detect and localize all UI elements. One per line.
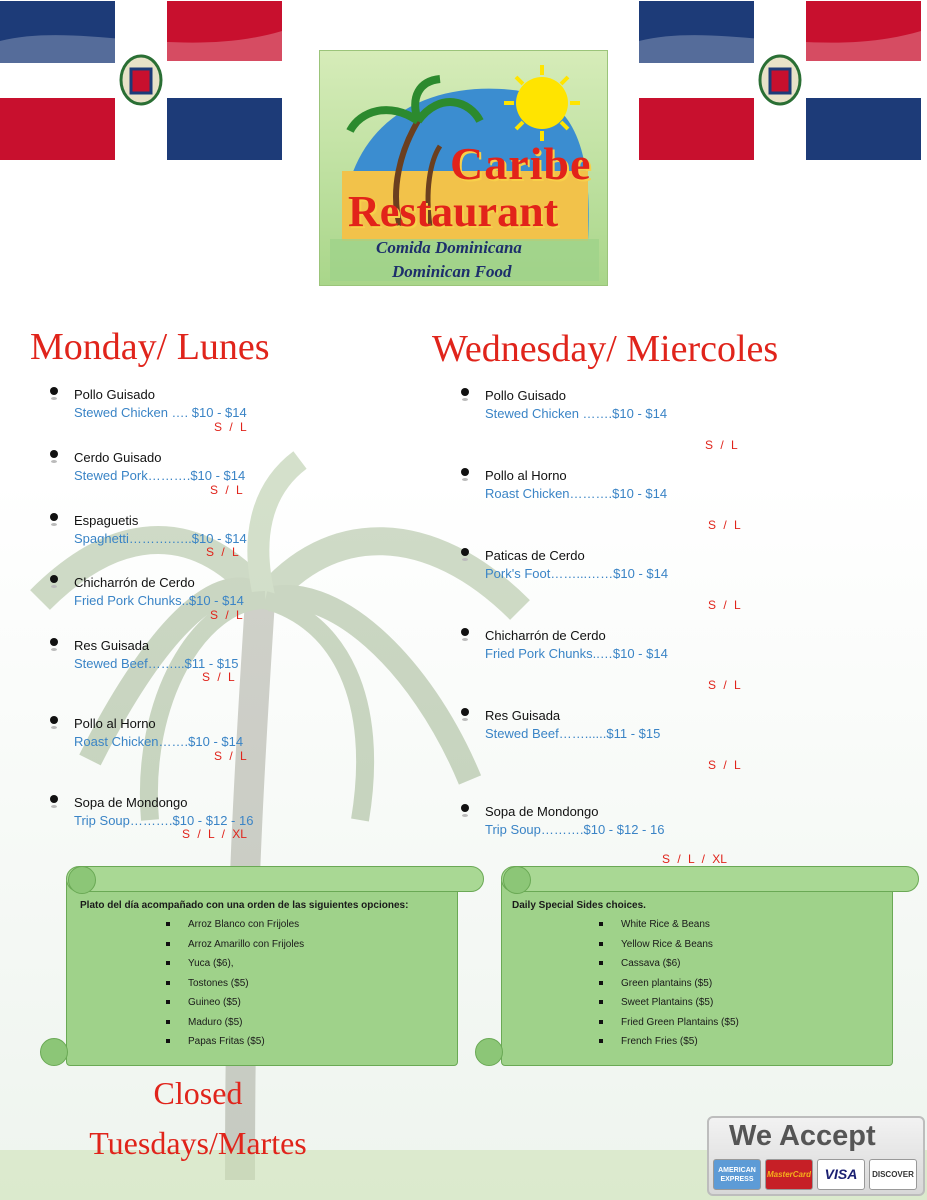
menu-item — [74, 715, 243, 751]
bullet-icon — [461, 548, 469, 556]
item-description: Spaghetti……….…..$10 - $14 — [74, 531, 247, 546]
list-item: Tostones ($5) — [188, 978, 304, 998]
logo-tagline-english: Dominican Food — [392, 262, 512, 281]
menu-item — [74, 794, 253, 830]
closed-line2: Tuesdays/Martes — [89, 1125, 307, 1161]
item-description: Stewed Beef……......$11 - $15 — [485, 726, 661, 741]
wednesday-heading: Wednesday/ Miercoles — [432, 328, 779, 370]
sides-scroll-english — [475, 866, 921, 1070]
item-name: Res Guisada — [485, 708, 561, 723]
item-name: Cerdo Guisado — [74, 450, 162, 465]
size-options: S / L — [206, 545, 239, 559]
logo-brand-line2: Restaurant — [348, 187, 559, 236]
list-item: Arroz Amarillo con Frijoles — [188, 939, 304, 959]
item-name: Sopa de Mondongo — [74, 795, 188, 810]
item-description: Roast Chicken……….$10 - $14 — [485, 486, 668, 501]
bullet-icon — [50, 638, 58, 646]
list-item: White Rice & Beans — [621, 919, 739, 939]
closed-notice — [48, 1068, 348, 1168]
menu-item — [485, 627, 668, 663]
bullet-icon — [461, 468, 469, 476]
list-item: Guineo ($5) — [188, 997, 304, 1017]
item-name: Pollo Guisado — [485, 388, 566, 403]
size-options: S / L — [708, 518, 741, 532]
menu-item — [74, 637, 239, 673]
size-options: S / L / XL — [662, 852, 727, 866]
size-options: S / L — [708, 598, 741, 612]
bullet-icon — [461, 388, 469, 396]
sides-scroll-spanish — [40, 866, 486, 1070]
size-options: S / L — [214, 749, 247, 763]
list-item: Cassava ($6) — [621, 958, 739, 978]
list-item: Yuca ($6), — [188, 958, 304, 978]
bullet-icon — [50, 716, 58, 724]
discover-card-icon: DISCOVER — [869, 1159, 917, 1190]
item-name: Espaguetis — [74, 513, 139, 528]
list-item: Papas Fritas ($5) — [188, 1036, 304, 1056]
menu-item — [485, 467, 667, 503]
list-item: French Fries ($5) — [621, 1036, 739, 1056]
payment-badge — [707, 1116, 925, 1196]
sides-title: Daily Special Sides choices. — [512, 900, 646, 911]
bullet-icon — [50, 450, 58, 458]
size-options: S / L — [210, 483, 243, 497]
bullet-icon — [50, 575, 58, 583]
size-options: S / L — [708, 678, 741, 692]
size-options: S / L — [210, 608, 243, 622]
size-options: S / L / XL — [182, 827, 247, 841]
item-description: Stewed Chicken …. $10 - $14 — [74, 405, 247, 420]
item-name: Chicharrón de Cerdo — [74, 575, 195, 590]
menu-item — [485, 387, 667, 423]
closed-line1: Closed — [153, 1075, 243, 1111]
menu-item — [485, 547, 668, 583]
size-options: S / L — [708, 758, 741, 772]
logo-tagline-spanish: Comida Dominicana — [376, 238, 522, 257]
list-item: Fried Green Plantains ($5) — [621, 1017, 739, 1037]
list-item: Sweet Plantains ($5) — [621, 997, 739, 1017]
size-options: S / L — [202, 670, 235, 684]
item-name: Res Guisada — [74, 638, 150, 653]
sides-list — [188, 919, 304, 1056]
bullet-icon — [461, 628, 469, 636]
bullet-icon — [50, 513, 58, 521]
item-name: Pollo al Horno — [485, 468, 567, 483]
item-description: Trip Soup……….$10 - $12 - 16 — [74, 813, 254, 828]
item-description: Stewed Chicken …….$10 - $14 — [485, 406, 668, 421]
menu-item — [74, 574, 244, 610]
menu-item — [485, 803, 664, 839]
item-name: Pollo Guisado — [74, 387, 155, 402]
item-description: Stewed Pork……….$10 - $14 — [74, 468, 246, 483]
item-description: Pork's Foot……...……$10 - $14 — [485, 566, 669, 581]
logo-brand-line1: Caribe — [450, 138, 592, 189]
bullet-icon — [50, 387, 58, 395]
sides-list — [621, 919, 739, 1056]
mastercard-icon: MasterCard — [765, 1159, 813, 1190]
menu-item — [74, 449, 245, 485]
item-name: Paticas de Cerdo — [485, 548, 585, 563]
sides-title: Plato del día acompañado con una orden de las siguientes opciones: — [80, 900, 409, 911]
dominican-flag-left — [0, 1, 282, 160]
size-options: S / L — [214, 420, 247, 434]
item-description: Trip Soup……….$10 - $12 - 16 — [485, 822, 665, 837]
bullet-icon — [461, 708, 469, 716]
bullet-icon — [50, 795, 58, 803]
monday-heading: Monday/ Lunes — [30, 326, 270, 368]
bullet-icon — [461, 804, 469, 812]
item-description: Roast Chicken…….$10 - $14 — [74, 734, 244, 749]
item-name: Pollo al Horno — [74, 716, 156, 731]
payment-heading: We Accept — [729, 1120, 876, 1152]
list-item: Green plantains ($5) — [621, 978, 739, 998]
restaurant-logo — [319, 50, 608, 286]
item-name: Chicharrón de Cerdo — [485, 628, 606, 643]
menu-item — [485, 707, 660, 743]
item-description: Fried Pork Chunks..…$10 - $14 — [485, 646, 668, 661]
visa-card-icon: VISA — [817, 1159, 865, 1190]
list-item: Maduro ($5) — [188, 1017, 304, 1037]
amex-card-icon: AMERICAN EXPRESS — [713, 1159, 761, 1190]
item-description: Stewed Beef……...$11 - $15 — [74, 656, 239, 671]
menu-item — [74, 512, 247, 548]
list-item: Arroz Blanco con Frijoles — [188, 919, 304, 939]
item-description: Fried Pork Chunks..$10 - $14 — [74, 593, 244, 608]
dominican-flag-right — [639, 1, 921, 160]
item-name: Sopa de Mondongo — [485, 804, 599, 819]
menu-item — [74, 386, 247, 422]
list-item: Yellow Rice & Beans — [621, 939, 739, 959]
size-options: S / L — [705, 438, 738, 452]
